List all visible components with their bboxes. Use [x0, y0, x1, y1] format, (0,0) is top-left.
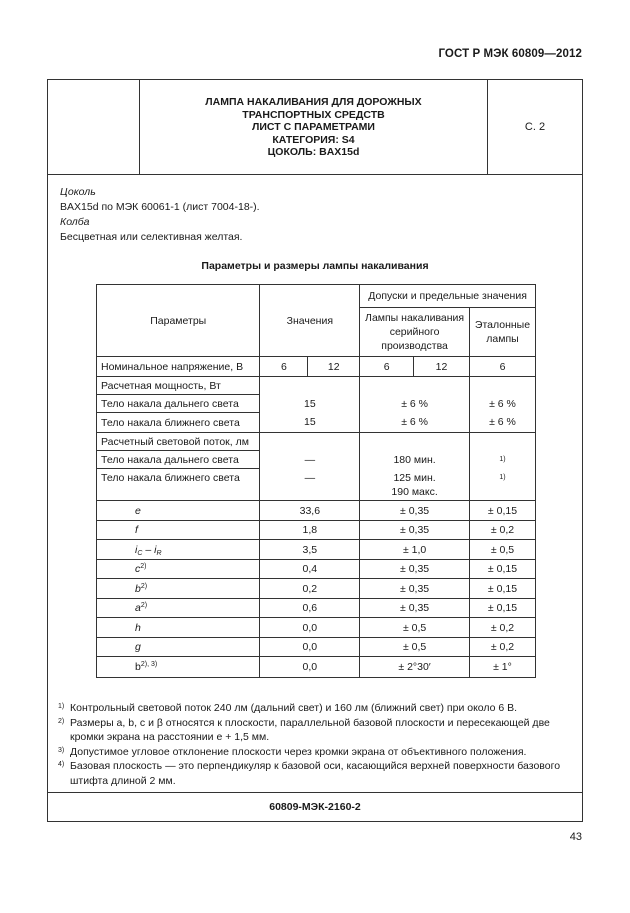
cell: 0,0 [260, 638, 360, 657]
cell: — [260, 451, 360, 469]
cell: 3,5 [260, 540, 360, 560]
cell: ± 6 % [360, 413, 470, 433]
row-symbol: $c^{2)}$ [97, 560, 260, 579]
table-row [97, 377, 536, 395]
table-row [97, 521, 536, 540]
cell: ± 0,5 [469, 540, 535, 560]
table-row [97, 469, 536, 501]
title-line: КАТЕГОРИЯ: S4 [272, 133, 355, 146]
cell: 6 [469, 357, 535, 377]
cell: ± 6 % [469, 395, 535, 413]
footnote-mark: 3) [58, 746, 65, 754]
cell: ± 0,35 [360, 560, 470, 579]
sheet-code: 60809-МЭК-2160-2 [48, 792, 582, 821]
footnote-mark: 2) [58, 717, 65, 725]
row-label: Тело накала дальнего света [97, 451, 260, 469]
cell [260, 377, 360, 395]
title-block [48, 80, 582, 175]
table-row [97, 638, 536, 657]
footnotes [58, 701, 578, 788]
cell: ± 0,35 [360, 501, 470, 521]
sheet-page-ref: С. 2 [524, 121, 546, 133]
cell: ± 2°30′ [360, 657, 470, 678]
cell: ± 0,15 [469, 599, 535, 618]
cell-note-ref: 1) [469, 451, 535, 469]
cell: ± 6 % [469, 413, 535, 433]
row-symbol: $a^{2)}$ [97, 599, 260, 618]
footnote [58, 745, 578, 760]
cell [469, 377, 535, 395]
table-row [97, 618, 536, 638]
cell [260, 433, 360, 451]
row-label: Тело накала ближнего света [97, 469, 260, 501]
cell [360, 469, 470, 501]
title-line: ЛИСТ С ПАРАМЕТРАМИ [252, 121, 375, 134]
bulb-label: Колба [60, 216, 90, 228]
sheet-title [140, 80, 488, 174]
footnote-text: Допустимое угловое отклонение плоскости через кромки экрана от объективного положения. [70, 745, 527, 758]
cell: 180 мин. [360, 451, 470, 469]
cell: ± 1,0 [360, 540, 470, 560]
cell: ± 0,15 [469, 501, 535, 521]
cell: ± 0,35 [360, 521, 470, 540]
footnote [58, 759, 578, 788]
bulb-text: Бесцветная или селективная желтая. [60, 231, 243, 243]
row-symbol: $b^{2), 3)}$ [97, 657, 260, 678]
cell: 0,2 [260, 579, 360, 599]
cell-line: 125 мин. [393, 471, 436, 484]
table-row [97, 413, 536, 433]
footnote-text: Размеры a, b, c и β относятся к плоскости, параллельной базовой плоскости и пересекающей две кромки экрана на расстоянии e + 1,5 мм. [70, 716, 550, 743]
row-symbol: e [97, 501, 260, 521]
table-caption: Параметры и размеры лампы накаливания [201, 260, 429, 272]
row-label: Тело накала дальнего света [97, 395, 260, 413]
table-row [97, 395, 536, 413]
title-block-empty-cell [48, 80, 140, 174]
footnote-text: Контрольный световой поток 240 лм (дальний свет) и 160 лм (ближний свет) при около 6 В. [70, 702, 518, 714]
table-row [97, 357, 536, 377]
table-row [97, 560, 536, 579]
footnote-mark: 4) [58, 761, 65, 768]
cell [360, 377, 470, 395]
cell: 12 [308, 357, 360, 377]
cell: ± 6 % [360, 395, 470, 413]
parameters-table [96, 284, 536, 678]
table-row [97, 599, 536, 618]
row-symbol: $i_C - i_R$ [97, 540, 260, 560]
sheet-frame [47, 79, 583, 822]
title-line: ЦОКОЛЬ: BAX15d [267, 146, 360, 159]
footnote-mark: 1) [58, 703, 65, 710]
cell: 0,0 [260, 657, 360, 678]
footnote [58, 701, 578, 716]
cell: 6 [260, 357, 308, 377]
row-symbol: g [97, 638, 260, 657]
cell: 15 [260, 413, 360, 433]
cell: ± 0,15 [469, 579, 535, 599]
cell [469, 433, 535, 451]
header-serial: Лампы накаливания серийного производства [360, 308, 470, 357]
row-label: Расчетная мощность, Вт [97, 377, 260, 395]
cell: ± 0,15 [469, 560, 535, 579]
footnote-text: Базовая плоскость — это перпендикуляр к базовой оси, касающийся верхней поверхности базового штифта длиной 2 мм. [70, 760, 561, 787]
cell: ± 1° [469, 657, 535, 678]
row-label: Тело накала ближнего света [97, 413, 260, 433]
cell: ± 0,2 [469, 618, 535, 638]
cell: ± 0,5 [360, 638, 470, 657]
cell: — [260, 469, 360, 501]
table-header-row [97, 285, 536, 308]
cell: ± 0,2 [469, 521, 535, 540]
cell-note-ref: 1) [469, 469, 535, 501]
title-line: ТРАНСПОРТНЫХ СРЕДСТВ [242, 108, 385, 121]
table-row [97, 451, 536, 469]
table-row [97, 501, 536, 521]
row-label: Номинальное напряжение, В [97, 357, 260, 377]
document-code: ГОСТ Р МЭК 60809—2012 [438, 48, 582, 60]
header-values: Значения [260, 285, 360, 357]
cell: ± 0,35 [360, 599, 470, 618]
header-tolerances: Допуски и предельные значения [360, 285, 536, 308]
cell: ± 0,2 [469, 638, 535, 657]
cell: 33,6 [260, 501, 360, 521]
cap-label: Цоколь [60, 186, 96, 198]
cell [360, 433, 470, 451]
table-row [97, 657, 536, 678]
cell: 1,8 [260, 521, 360, 540]
cell: 0,6 [260, 599, 360, 618]
table-row [97, 540, 536, 560]
cell: 15 [260, 395, 360, 413]
table-row [97, 579, 536, 599]
cell: 0,4 [260, 560, 360, 579]
title-line: ЛАМПА НАКАЛИВАНИЯ ДЛЯ ДОРОЖНЫХ [205, 96, 422, 108]
footnote [58, 716, 578, 745]
row-symbol: h [97, 618, 260, 638]
cell-line: 190 макс. [391, 485, 438, 498]
header-params: Параметры [97, 285, 260, 357]
row-symbol: f [97, 521, 260, 540]
row-label: Расчетный световой поток, лм [97, 433, 260, 451]
header-reference: Эталонные лампы [469, 308, 535, 357]
cell: ± 0,5 [360, 618, 470, 638]
row-symbol: $b^{2)}$ [97, 579, 260, 599]
cell: 6 [360, 357, 414, 377]
page-number: 43 [569, 831, 582, 843]
intro-section [60, 185, 260, 245]
cell: 12 [414, 357, 470, 377]
table-row [97, 433, 536, 451]
cell: 0,0 [260, 618, 360, 638]
cap-text: BAX15d по МЭК 60061-1 (лист 7004-18-). [60, 201, 260, 213]
cell: ± 0,35 [360, 579, 470, 599]
